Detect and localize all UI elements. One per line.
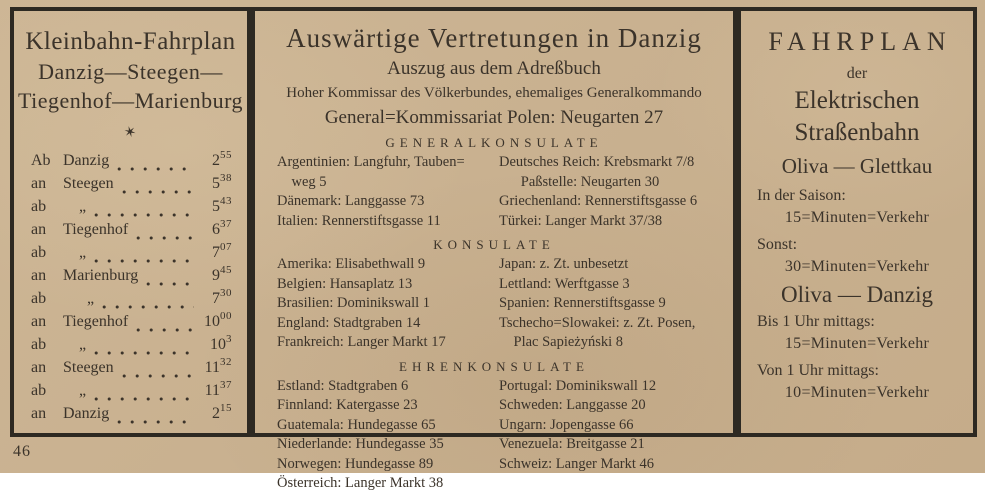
commissioner-line: Hoher Kommissar des Völkerbundes, ehemaliges Generalkommando bbox=[286, 85, 702, 101]
consulate-entry: Ungarn: Jopengasse 66 bbox=[499, 416, 634, 433]
dotted-leader bbox=[146, 278, 194, 287]
departure-time bbox=[198, 309, 232, 331]
departure-time bbox=[198, 240, 232, 262]
kleinbahn-route-line-1: Danzig—Steegen— bbox=[38, 59, 223, 84]
tram-title-strassenbahn: Straßenbahn bbox=[794, 119, 920, 146]
time-minutes: 3 bbox=[226, 332, 232, 345]
departure-time bbox=[198, 286, 232, 308]
row-prefix: an bbox=[31, 359, 47, 376]
consulate-entry: Plac Sapieżyński 8 bbox=[499, 334, 624, 350]
row-prefix: an bbox=[31, 405, 47, 422]
station-name: Tiegenhof bbox=[63, 313, 129, 330]
tram-route-oliva-glettkau: Oliva — Glettkau bbox=[781, 154, 933, 178]
departure-time bbox=[198, 171, 232, 193]
schedule-line: 10=Minuten=Verkehr bbox=[784, 384, 930, 401]
row-prefix: ab bbox=[31, 382, 47, 399]
station-name: Tiegenhof bbox=[63, 221, 129, 238]
consulate-entry: Italien: Rennerstiftsgasse 11 bbox=[277, 212, 441, 229]
consulate-columns bbox=[255, 153, 733, 231]
timetable-row bbox=[31, 263, 232, 290]
star-divider bbox=[14, 123, 247, 143]
dotted-leader bbox=[94, 393, 194, 402]
polish-commissariat-line: General=Kommissariat Polen: Neugarten 27 bbox=[324, 107, 664, 128]
time-hour: 7 bbox=[212, 290, 220, 307]
departure-time bbox=[198, 194, 232, 216]
schedule-line: 15=Minuten=Verkehr bbox=[784, 335, 930, 352]
consulates-subtitle: Auszug aus dem Adreßbuch bbox=[387, 58, 601, 79]
schedule-line: 30=Minuten=Verkehr bbox=[784, 258, 930, 275]
consulate-entry: Guatemala: Hundegasse 65 bbox=[277, 416, 436, 433]
consulate-column-right bbox=[499, 255, 721, 353]
kleinbahn-panel bbox=[10, 7, 251, 437]
row-prefix: ab bbox=[31, 336, 47, 353]
time-minutes: 07 bbox=[220, 240, 232, 253]
consulate-entry: Portugal: Dominikswall 12 bbox=[499, 377, 657, 394]
tram-fahrplan-title: FAHRPLAN bbox=[768, 27, 952, 56]
kleinbahn-title: Kleinbahn-Fahrplan bbox=[25, 28, 236, 55]
timetable-row bbox=[31, 194, 232, 221]
dotted-leader bbox=[136, 324, 194, 333]
time-hour: 11 bbox=[204, 382, 220, 399]
section-konsulate bbox=[255, 237, 733, 353]
timetable-row bbox=[31, 171, 232, 198]
timetable-row bbox=[31, 286, 232, 313]
consulate-columns bbox=[255, 377, 733, 494]
station-name: Steegen bbox=[63, 359, 114, 376]
dotted-leader bbox=[94, 347, 194, 356]
consulate-entry: Lettland: Werftgasse 3 bbox=[499, 275, 630, 292]
consulate-column-left bbox=[277, 153, 499, 231]
station-name: „ bbox=[63, 336, 87, 353]
row-prefix: ab bbox=[31, 244, 47, 261]
consulate-entry: Paßstelle: Neugarten 30 bbox=[499, 173, 660, 190]
row-prefix: an bbox=[31, 221, 47, 238]
star-icon: ✶ bbox=[122, 123, 139, 143]
consulates-title: Auswärtige Vertretungen in Danzig bbox=[286, 23, 702, 53]
timetable-row bbox=[31, 378, 232, 405]
consulate-columns bbox=[255, 255, 733, 353]
schedule-line: Bis 1 Uhr mittags: bbox=[757, 313, 875, 330]
station-name: Steegen bbox=[63, 175, 114, 192]
dotted-leader bbox=[122, 370, 194, 379]
dotted-leader bbox=[117, 416, 194, 425]
consulate-entry: Japan: z. Zt. unbesetzt bbox=[499, 256, 629, 272]
departure-time bbox=[198, 217, 232, 239]
page-number: 46 bbox=[13, 443, 31, 460]
consulate-entry: Dänemark: Langgasse 73 bbox=[277, 193, 425, 209]
time-hour: 10 bbox=[210, 336, 226, 353]
timetable-row bbox=[31, 148, 232, 175]
panel-row bbox=[10, 7, 977, 491]
tram-schedule bbox=[745, 186, 969, 403]
consulate-column-left bbox=[277, 255, 499, 353]
consulate-entry: Frankreich: Langer Markt 17 bbox=[277, 334, 446, 350]
consulate-entry: Venezuela: Breitgasse 21 bbox=[499, 436, 645, 452]
departure-time bbox=[198, 355, 232, 377]
consulate-entry: Deutsches Reich: Krebsmarkt 7/8 bbox=[499, 154, 695, 170]
consulate-entry: Amerika: Elisabethwall 9 bbox=[277, 256, 426, 272]
consulate-entry: England: Stadtgraben 14 bbox=[277, 314, 421, 331]
consulate-entry: Finnland: Katergasse 23 bbox=[277, 397, 418, 413]
station-name: Marienburg bbox=[63, 267, 139, 284]
consulate-column-left bbox=[277, 377, 499, 494]
consulate-entry: Norwegen: Hundegasse 89 bbox=[277, 455, 434, 472]
consulate-entry: Spanien: Rennerstiftsgasse 9 bbox=[499, 295, 666, 311]
consulate-entry: Belgien: Hansaplatz 13 bbox=[277, 275, 413, 292]
departure-time bbox=[198, 401, 232, 423]
dotted-leader bbox=[122, 186, 194, 195]
schedule-line: Oliva — Danzig bbox=[780, 282, 933, 307]
timetable-row bbox=[31, 355, 232, 382]
row-prefix: ab bbox=[31, 198, 47, 215]
time-hour: 2 bbox=[212, 152, 220, 169]
row-prefix: an bbox=[31, 313, 47, 330]
consulate-entry: Tschecho=Slowakei: z. Zt. Posen, bbox=[499, 314, 696, 331]
station-name: „ bbox=[63, 382, 87, 399]
time-minutes: 38 bbox=[220, 171, 232, 184]
kleinbahn-route-line-2: Tiegenhof—Marienburg bbox=[17, 88, 244, 113]
consulate-entry: Österreich: Langer Markt 38 bbox=[277, 475, 444, 491]
consulate-entry: Schweiz: Langer Markt 46 bbox=[499, 455, 655, 472]
dotted-leader bbox=[117, 163, 194, 172]
time-hour: 9 bbox=[212, 267, 220, 284]
timetable-row bbox=[31, 217, 232, 244]
timetable-row bbox=[31, 332, 232, 359]
consulate-entry: Brasilien: Dominikswall 1 bbox=[277, 295, 431, 311]
tram-title-elektrischen: Elektrischen bbox=[794, 87, 920, 114]
station-name: Danzig bbox=[63, 405, 110, 422]
time-minutes: 43 bbox=[220, 194, 232, 207]
section-generalkonsulate bbox=[255, 135, 733, 231]
section-heading: EHRENKONSULATE bbox=[399, 358, 589, 374]
station-name: „ bbox=[63, 244, 87, 261]
consulate-entry: Türkei: Langer Markt 37/38 bbox=[499, 212, 663, 229]
schedule-line: 15=Minuten=Verkehr bbox=[784, 209, 930, 226]
time-hour: 10 bbox=[204, 313, 220, 330]
schedule-line: Sonst: bbox=[757, 236, 798, 253]
time-hour: 7 bbox=[212, 244, 220, 261]
station-name: „ bbox=[63, 198, 87, 215]
tram-title-der: der bbox=[846, 65, 868, 82]
kleinbahn-timetable bbox=[14, 148, 247, 428]
time-hour: 11 bbox=[204, 359, 220, 376]
consulate-entry: Griechenland: Rennerstiftsgasse 6 bbox=[499, 193, 698, 209]
consulate-entry: Estland: Stadtgraben 6 bbox=[277, 377, 409, 394]
row-prefix: an bbox=[31, 175, 47, 192]
dotted-leader bbox=[136, 232, 194, 241]
consulate-column-right bbox=[499, 377, 721, 494]
time-hour: 5 bbox=[212, 198, 220, 215]
consulate-entry: Argentinien: Langfuhr, Tauben= bbox=[277, 154, 465, 170]
section-heading: KONSULATE bbox=[433, 237, 555, 252]
time-minutes: 32 bbox=[220, 355, 232, 368]
timetable-row bbox=[31, 240, 232, 267]
time-minutes: 15 bbox=[220, 401, 232, 414]
time-hour: 5 bbox=[212, 175, 220, 192]
row-prefix: ab bbox=[31, 290, 47, 307]
schedule-line: In der Saison: bbox=[757, 187, 846, 204]
row-prefix: Ab bbox=[31, 152, 51, 169]
dotted-leader bbox=[94, 255, 194, 264]
schedule-line: Von 1 Uhr mittags: bbox=[757, 362, 879, 379]
departure-time bbox=[198, 263, 232, 285]
time-minutes: 00 bbox=[220, 309, 232, 322]
consulate-entry: Schweden: Langgasse 20 bbox=[499, 397, 646, 413]
time-minutes: 37 bbox=[220, 378, 232, 391]
departure-time bbox=[198, 378, 232, 400]
time-minutes: 30 bbox=[220, 286, 232, 299]
dotted-leader bbox=[102, 301, 194, 310]
dotted-leader bbox=[94, 209, 194, 218]
time-minutes: 37 bbox=[220, 217, 232, 230]
departure-time bbox=[198, 332, 232, 354]
time-minutes: 55 bbox=[220, 148, 232, 161]
section-ehrenkonsulate bbox=[255, 359, 733, 494]
station-name: „ bbox=[63, 290, 95, 307]
station-name: Danzig bbox=[63, 152, 110, 169]
consulate-column-right bbox=[499, 153, 721, 231]
time-hour: 6 bbox=[212, 221, 220, 238]
tram-fahrplan-panel bbox=[737, 7, 977, 437]
timetable-row bbox=[31, 309, 232, 336]
section-heading: GENERALKONSULATE bbox=[385, 135, 603, 150]
consulates-panel bbox=[251, 7, 737, 491]
time-hour: 2 bbox=[212, 405, 220, 422]
row-prefix: an bbox=[31, 267, 47, 284]
consulate-entry: Niederlande: Hundegasse 35 bbox=[277, 436, 444, 452]
time-minutes: 45 bbox=[220, 263, 232, 276]
departure-time bbox=[198, 148, 232, 170]
consulate-entry: weg 5 bbox=[277, 173, 327, 190]
timetable-row bbox=[31, 401, 232, 428]
